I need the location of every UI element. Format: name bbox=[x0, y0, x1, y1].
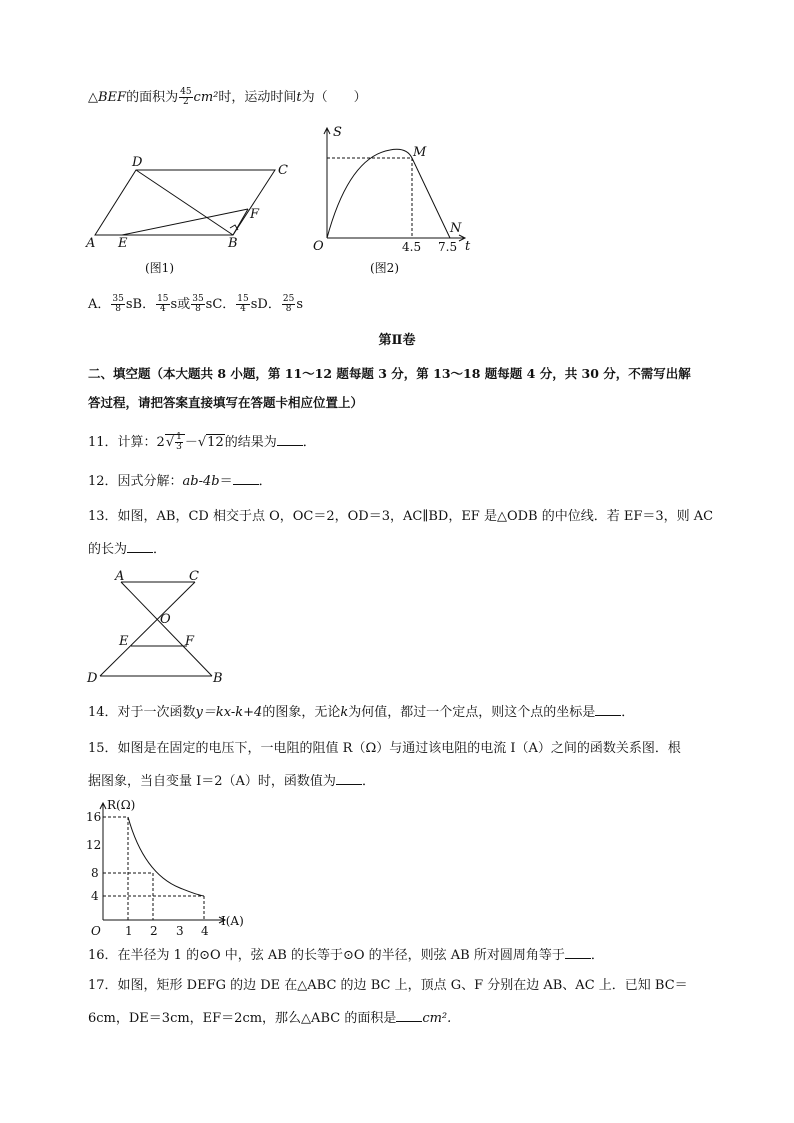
option-b-frac2 bbox=[191, 295, 204, 314]
figure-4-resistance-graph bbox=[85, 795, 260, 940]
segment-bf bbox=[233, 209, 248, 235]
frac-num: 15 bbox=[237, 294, 249, 304]
q11-sqrt1: √ $\frac{1}{3}$ bbox=[165, 434, 185, 450]
q16-text: 16．在半径为 1 的⊙O 中，弦 AB 的长等于⊙O 的半径，则弦 AB 所对圆周角等于 bbox=[88, 948, 565, 963]
label-a: A bbox=[86, 236, 96, 251]
option-b-label: B． bbox=[132, 297, 156, 312]
option-b-frac1 bbox=[156, 295, 169, 314]
label-o: O bbox=[160, 612, 171, 627]
q11-frac bbox=[175, 433, 183, 452]
answer-blank[interactable] bbox=[336, 772, 362, 785]
label-f: F bbox=[185, 634, 195, 649]
q10-tail bbox=[88, 88, 367, 107]
q12-expr: ab-4b bbox=[182, 474, 220, 489]
answer-blank[interactable] bbox=[127, 540, 153, 553]
q11-prefix: 11．计算：2 bbox=[88, 435, 165, 450]
answer-blank[interactable] bbox=[595, 703, 621, 716]
xtick-2: 2 bbox=[150, 924, 158, 938]
section2-line1: 二、填空题（本大题共 8 小题，第 11～12 题每题 3 分，第 13～18 题每题 4 分，共 30 分，不需写出解 bbox=[88, 366, 691, 381]
frac-den: 2 bbox=[182, 97, 189, 107]
figure-1-parallelogram bbox=[80, 150, 310, 280]
label-c: C bbox=[278, 163, 288, 178]
fig1-caption: (图1) bbox=[145, 261, 174, 275]
frac-num: 35 bbox=[192, 294, 204, 304]
q17-line2 bbox=[88, 1009, 451, 1028]
period: ． bbox=[590, 948, 604, 963]
answer-blank[interactable] bbox=[277, 433, 303, 446]
frac-den: 4 bbox=[240, 304, 246, 314]
frac-num: 25 bbox=[282, 294, 295, 304]
q17-unit: cm². bbox=[422, 1011, 452, 1026]
q11-suffix: 的结果为 bbox=[224, 435, 277, 450]
frac-num: 1 bbox=[176, 432, 182, 442]
frac-den: 8 bbox=[285, 304, 292, 314]
q12 bbox=[88, 472, 272, 491]
y-axis-label: R(Ω) bbox=[107, 798, 136, 812]
frac-den: 3 bbox=[176, 442, 182, 452]
frac-den: 8 bbox=[195, 304, 201, 314]
label-b: B bbox=[228, 236, 238, 251]
ytick-8: 8 bbox=[91, 866, 99, 880]
segment-cd bbox=[100, 582, 195, 676]
q10-options bbox=[88, 295, 303, 314]
q11: 11．计算：2√ $\frac{1}{3}$ －√12的结果为 ． bbox=[88, 432, 316, 452]
q14-expr: y＝kx-k+4 bbox=[195, 705, 263, 720]
q16 bbox=[88, 946, 604, 965]
ytick-16: 16 bbox=[86, 810, 102, 824]
curve bbox=[128, 817, 204, 896]
period: ． bbox=[153, 542, 167, 557]
frac-num: 35 bbox=[112, 294, 124, 304]
origin-label: O bbox=[91, 924, 101, 938]
unit: s bbox=[296, 297, 303, 312]
option-d-frac bbox=[282, 295, 295, 314]
segment-ef bbox=[122, 209, 248, 235]
q15-line1: 15．如图是在固定的电压下，一电阻的阻值 R（Ω）与通过该电阻的电流 I（A）之间的函数关系图．根 bbox=[88, 741, 681, 756]
xtick-1: 1 bbox=[125, 924, 133, 938]
label-n: N bbox=[450, 221, 462, 236]
option-a-frac bbox=[111, 295, 124, 314]
or-text: 或 bbox=[177, 297, 191, 312]
unit: cm² bbox=[193, 90, 219, 105]
label-s: S bbox=[333, 125, 342, 140]
answer-blank[interactable] bbox=[565, 946, 591, 959]
part2-title: 第Ⅱ卷 bbox=[378, 333, 416, 348]
frac-num: 15 bbox=[157, 294, 169, 304]
option-c-label: C． bbox=[212, 297, 236, 312]
label-f: F bbox=[250, 207, 260, 222]
frac-den: 4 bbox=[159, 304, 166, 314]
period: ． bbox=[621, 705, 635, 720]
period: ． bbox=[302, 435, 316, 450]
q14 bbox=[88, 703, 634, 722]
fig2-caption: (图2) bbox=[370, 261, 399, 275]
q13-line2-text: 的长为 bbox=[88, 542, 128, 557]
q15-line2-text: 据图象，当自变量 I＝2（A）时，函数值为 bbox=[88, 774, 336, 789]
answer-blank[interactable] bbox=[396, 1009, 422, 1022]
frac-den: 8 bbox=[115, 304, 121, 314]
section2-line2: 答过程，请把答案直接填写在答题卡相应位置上） bbox=[88, 395, 364, 410]
period: ． bbox=[361, 774, 375, 789]
tick-7-5: 7.5 bbox=[438, 240, 458, 254]
q10-text3: 为（ ） bbox=[301, 90, 367, 105]
answer-blank[interactable] bbox=[233, 472, 259, 485]
tick-4-5: 4.5 bbox=[402, 240, 422, 254]
label-o: O bbox=[313, 239, 324, 254]
label-t: t bbox=[465, 239, 471, 254]
option-a-label: A． bbox=[88, 297, 111, 312]
ytick-4: 4 bbox=[91, 889, 99, 903]
segment-db bbox=[136, 170, 233, 235]
minus: － bbox=[184, 435, 198, 450]
label-e: E bbox=[118, 236, 128, 251]
x-axis-label: I(A) bbox=[221, 914, 244, 928]
unit: s bbox=[250, 297, 258, 312]
q14-k: k bbox=[340, 705, 349, 720]
figure-2-graph bbox=[305, 120, 480, 280]
frac-num: 45 bbox=[180, 87, 192, 97]
q13-line1: 13．如图，AB，CD 相交于点 O，OC＝2，OD＝3，AC∥BD，EF 是△ODB 的中位线．若 EF＝3，则 AC bbox=[88, 509, 714, 524]
figure-3-hourglass bbox=[85, 568, 235, 688]
q10-text1: 的面积为 bbox=[126, 90, 179, 105]
curve bbox=[327, 149, 450, 238]
q11-sqrt2: 12 bbox=[207, 435, 224, 450]
label-m: M bbox=[413, 145, 427, 160]
q14-prefix: 14．对于一次函数 bbox=[88, 705, 196, 720]
q10-fraction bbox=[179, 88, 192, 107]
q14-suffix: 为何值，都过一个定点，则这个点的坐标是 bbox=[348, 705, 596, 720]
ytick-12: 12 bbox=[86, 838, 102, 852]
segment-ab bbox=[121, 582, 212, 676]
label-a: A bbox=[115, 569, 125, 584]
q12-prefix: 12．因式分解： bbox=[88, 474, 183, 489]
q17-line2-text: 6cm，DE＝3cm，EF＝2cm，那么△ABC 的面积是 bbox=[88, 1011, 397, 1026]
option-d-label: D． bbox=[257, 297, 281, 312]
label-e: E bbox=[119, 634, 129, 649]
var-t: t bbox=[296, 90, 302, 105]
label-d: D bbox=[132, 155, 143, 170]
tri-name: BEF bbox=[98, 90, 127, 105]
q12-suffix: ＝ bbox=[219, 474, 233, 489]
q15-line2 bbox=[88, 772, 375, 791]
label-d: D bbox=[87, 671, 98, 686]
xtick-3: 3 bbox=[176, 924, 184, 938]
label-b: B bbox=[213, 671, 223, 686]
q14-mid: 的图象，无论 bbox=[262, 705, 341, 720]
option-c-frac bbox=[236, 295, 249, 314]
unit: s bbox=[205, 297, 213, 312]
period: ． bbox=[258, 474, 272, 489]
unit: s bbox=[125, 297, 133, 312]
q10-text2: 时，运动时间 bbox=[218, 90, 297, 105]
unit: s bbox=[170, 297, 178, 312]
label-c: C bbox=[189, 569, 199, 584]
xtick-4: 4 bbox=[201, 924, 209, 938]
q13-line2 bbox=[88, 540, 166, 559]
q17-line1: 17．如图，矩形 DEFG 的边 DE 在△ABC 的边 BC 上，顶点 G、F 分别在边 AB、AC 上．已知 BC＝ bbox=[88, 978, 688, 993]
triangle-symbol: △ bbox=[88, 90, 98, 105]
